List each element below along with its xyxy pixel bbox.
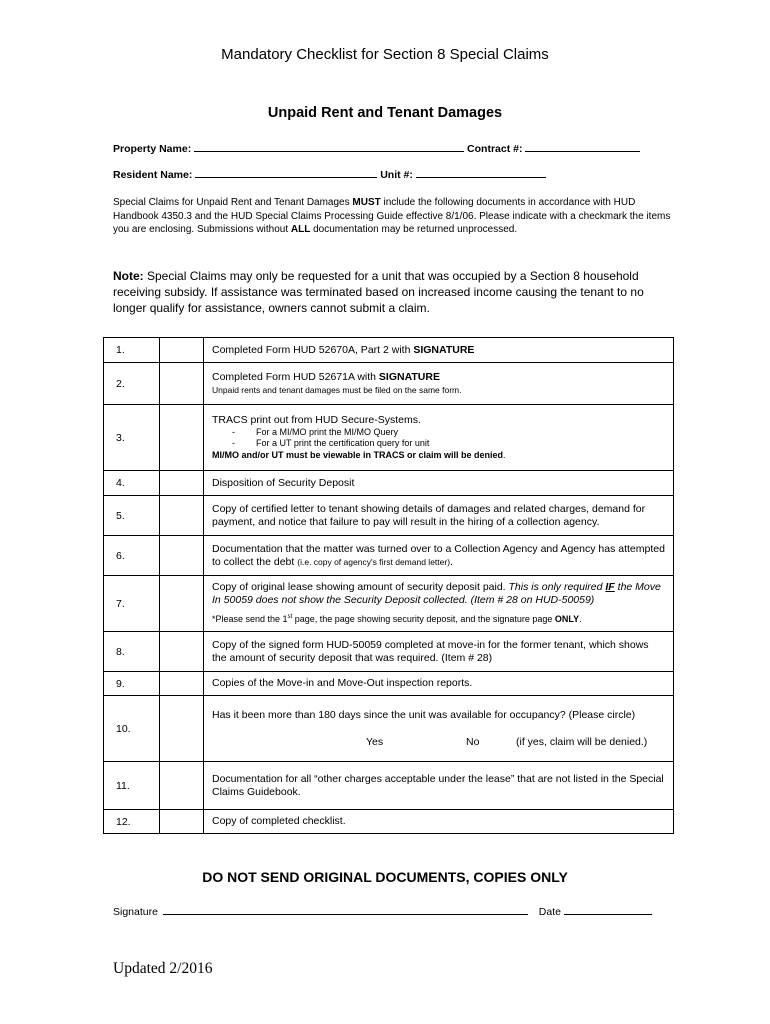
item-subtext: (i.e. copy of agency's first demand letter): [297, 556, 451, 567]
intro-all: ALL: [290, 224, 311, 235]
checkbox-cell[interactable]: [160, 496, 204, 536]
item-subtext: Unpaid rents and tenant damages must be filed on the same form.: [212, 384, 462, 395]
bullet-mimo: [212, 427, 665, 438]
date-label: Date: [538, 906, 561, 918]
checklist-row: [104, 810, 674, 834]
period: .: [503, 450, 506, 460]
item-number: 12.: [104, 810, 160, 834]
checklist-row: [104, 338, 674, 363]
checklist-row: [104, 632, 674, 672]
note-label: Note:: [113, 269, 144, 283]
contract-label: Contract #:: [467, 143, 523, 155]
item-number: 2.: [104, 363, 160, 405]
item-description: [204, 576, 674, 632]
resident-unit-row: [113, 167, 546, 181]
page-title: Mandatory Checklist for Section 8 Special Claims: [221, 46, 549, 63]
item-description: [204, 338, 674, 363]
property-name-label: Property Name:: [113, 143, 192, 155]
item-text: Documentation that the matter was turned over to a Collection Agency and Agency has attempted to collect the debt: [212, 542, 665, 568]
item-bold: SIGNATURE: [378, 370, 440, 383]
contract-field[interactable]: [525, 141, 640, 152]
checkbox-cell[interactable]: [160, 696, 204, 762]
note-text: Special Claims may only be requested for a unit that was occupied by a Section 8 household receiving subsidy. If assistance was terminated based on increased income causing the tenant to no longer qualify for assistance, owners cannot submit a claim.: [113, 269, 644, 315]
bullet-text: For a UT print the certification query for unit: [256, 438, 430, 448]
item-number: 7.: [104, 576, 160, 632]
item-description: Copy of completed checklist.: [204, 810, 674, 834]
item-text: Copy of original lease showing amount of security deposit paid.: [212, 581, 509, 593]
item-number: 9.: [104, 672, 160, 696]
superscript: st: [287, 614, 293, 620]
item-number: 6.: [104, 536, 160, 576]
dash-glyph: -: [232, 438, 235, 448]
item-description: [204, 405, 674, 471]
checkbox-cell[interactable]: [160, 405, 204, 471]
warning-heading: DO NOT SEND ORIGINAL DOCUMENTS, COPIES ONLY: [202, 869, 568, 885]
checkbox-cell[interactable]: [160, 762, 204, 810]
resident-name-field[interactable]: [195, 167, 377, 178]
checklist-row: [104, 471, 674, 496]
signature-field[interactable]: [163, 904, 528, 915]
signature-row: [113, 904, 652, 918]
item-if: IF: [605, 581, 615, 593]
checklist-row: [104, 405, 674, 471]
intro-paragraph: [113, 196, 673, 237]
circle-options: [212, 736, 665, 749]
item-italic: the Move In 50059 does not show the Security Deposit collected. (Item # 28 on HUD-50059): [212, 581, 661, 606]
note-only: ONLY: [554, 614, 580, 624]
checkbox-cell[interactable]: [160, 672, 204, 696]
unit-field[interactable]: [416, 167, 546, 178]
intro-text-2: include the following documents in accordance with HUD Handbook 4350.3 and the HUD Special Claims Processing Guide effective 8/1/06. Please indicate with a checkmark the items you are enclosing. Submissions without: [113, 197, 671, 235]
item-bold: SIGNATURE: [413, 343, 475, 356]
checklist-table: [103, 337, 674, 834]
checklist-row: [104, 762, 674, 810]
item-text: TRACS print out from HUD Secure-Systems.: [212, 414, 421, 426]
page-subtitle: Unpaid Rent and Tenant Damages: [267, 105, 503, 121]
dash-glyph: -: [232, 427, 235, 437]
item-italic: This is only required: [508, 581, 606, 593]
item-warning: [212, 449, 665, 461]
checklist-row: [104, 672, 674, 696]
item-description: [204, 536, 674, 576]
unit-label: Unit #:: [380, 169, 413, 181]
checklist-row: [104, 496, 674, 536]
updated-footer: Updated 2/2016: [113, 960, 213, 977]
item-text: Has it been more than 180 days since the unit was available for occupancy? (Please circle): [212, 708, 636, 721]
period: .: [450, 555, 453, 568]
checklist-row: [104, 536, 674, 576]
resident-name-label: Resident Name:: [113, 169, 193, 181]
item-description: [204, 696, 674, 762]
date-field[interactable]: [564, 904, 652, 915]
item-number: 11.: [104, 762, 160, 810]
item-number: 8.: [104, 632, 160, 672]
item-number: 1.: [104, 338, 160, 363]
option-note: (if yes, claim will be denied.): [516, 735, 648, 748]
bullet-text: For a MI/MO print the MI/MO Query: [256, 427, 399, 437]
bullet-ut: [212, 438, 665, 449]
intro-text-1: Special Claims for Unpaid Rent and Tenant Damages: [113, 197, 353, 208]
checklist-row: [104, 363, 674, 405]
checklist-row: [104, 696, 674, 762]
intro-text-3: documentation may be returned unprocessed.: [310, 224, 518, 235]
intro-must: MUST: [352, 197, 381, 208]
note-paragraph: [113, 268, 673, 316]
period: .: [579, 614, 582, 624]
item-text: Completed Form HUD 52670A, Part 2 with: [212, 343, 414, 356]
item-description: Copy of certified letter to tenant showing details of damages and related charges, demand for payment, and notice that failure to pay will result in the hiring of a collection agency.: [204, 496, 674, 536]
checklist-row: [104, 576, 674, 632]
checkbox-cell[interactable]: [160, 810, 204, 834]
note-text: page, the page showing security deposit, and the signature page: [292, 614, 555, 624]
item-description: Copies of the Move-in and Move-Out inspection reports.: [204, 672, 674, 696]
item-note: [212, 611, 665, 626]
item-number: 4.: [104, 471, 160, 496]
checkbox-cell[interactable]: [160, 536, 204, 576]
item-text: Completed Form HUD 52671A with: [212, 370, 379, 383]
item-description: Documentation for all “other charges acceptable under the lease” that are not listed in the Special Claims Guidebook.: [204, 762, 674, 810]
checkbox-cell[interactable]: [160, 632, 204, 672]
item-description: Copy of the signed form HUD-50059 completed at move-in for the former tenant, which shows the amount of security deposit that was required. (Item # 28): [204, 632, 674, 672]
property-contract-row: [113, 141, 640, 155]
signature-label: Signature: [113, 906, 158, 918]
warning-text: MI/MO and/or UT must be viewable in TRACS or claim will be denied: [212, 450, 504, 460]
checkbox-cell[interactable]: [160, 471, 204, 496]
property-name-field[interactable]: [194, 141, 464, 152]
item-description: Disposition of Security Deposit: [204, 471, 674, 496]
checkbox-cell[interactable]: [160, 576, 204, 632]
item-number: 10.: [104, 696, 160, 762]
item-number: 3.: [104, 405, 160, 471]
checkbox-cell[interactable]: [160, 363, 204, 405]
option-no[interactable]: No: [466, 735, 480, 748]
checkbox-cell[interactable]: [160, 338, 204, 363]
note-text: *Please send the 1: [212, 614, 288, 624]
option-yes[interactable]: Yes: [366, 735, 384, 748]
item-description: [204, 363, 674, 405]
item-number: 5.: [104, 496, 160, 536]
